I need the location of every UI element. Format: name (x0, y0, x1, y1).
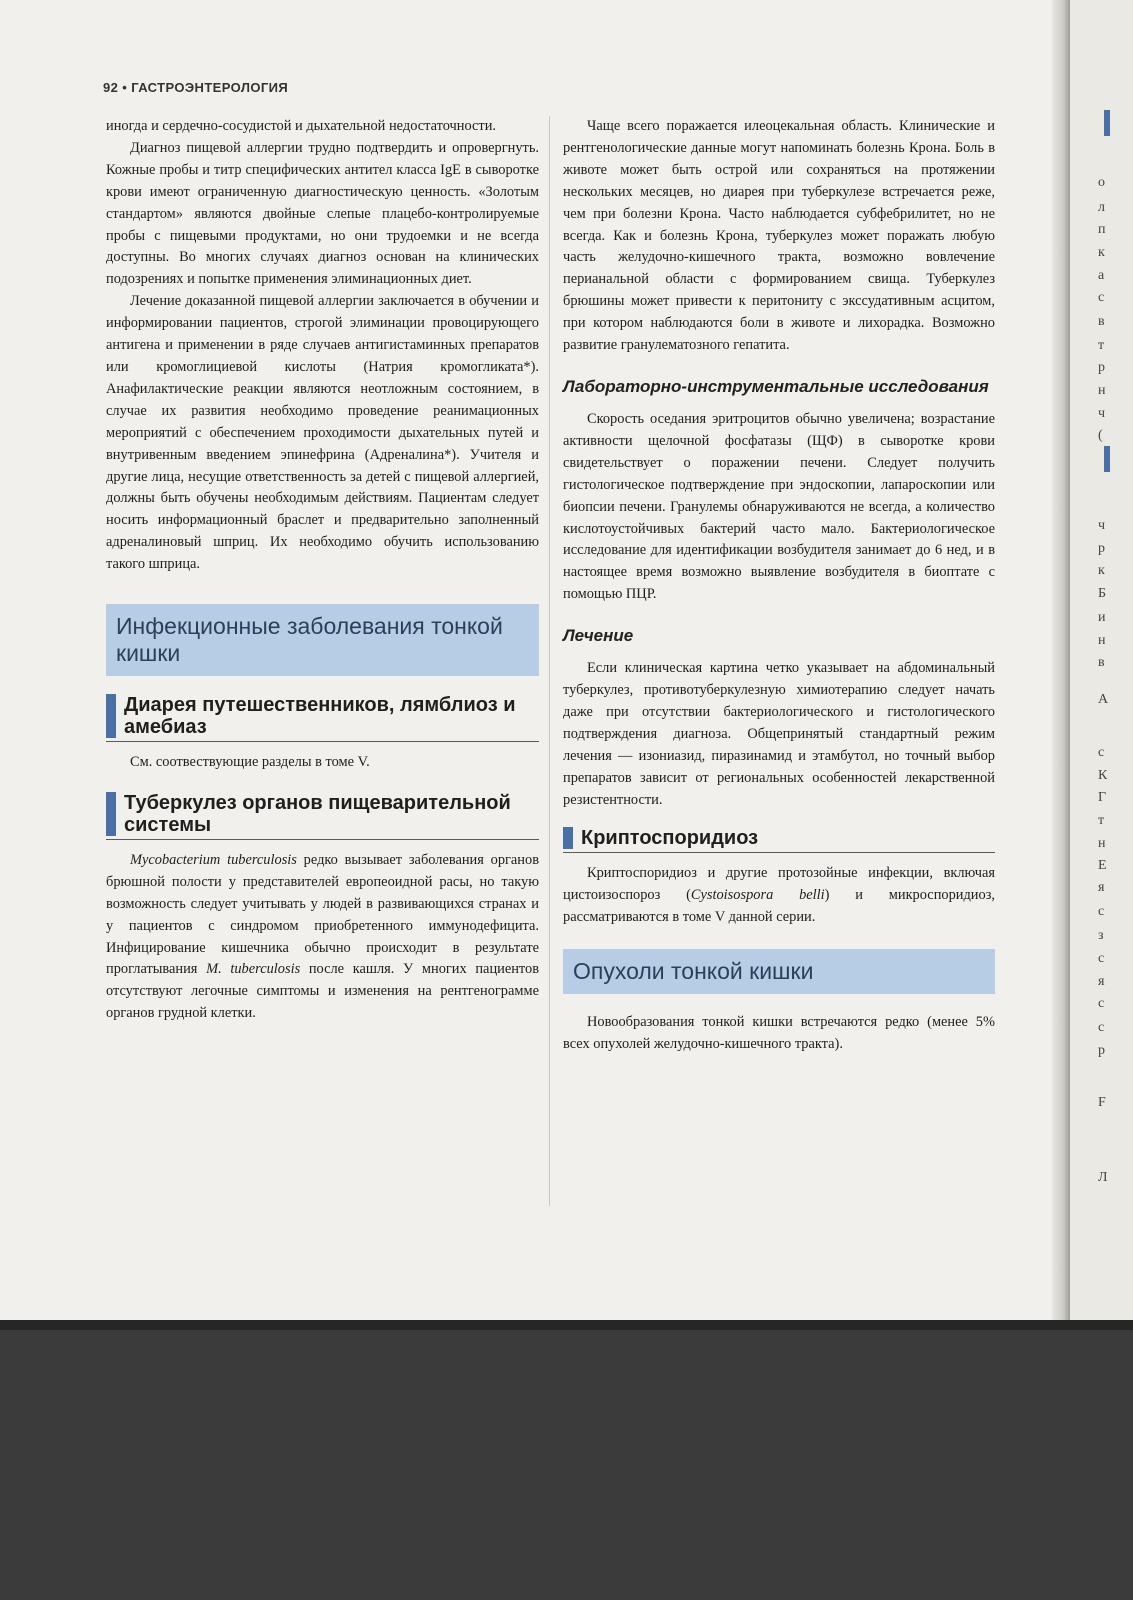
left-paragraph-tuberculosis (106, 850, 539, 1025)
column-divider (549, 116, 550, 1206)
species-name-short: M. tuberculosis (206, 961, 301, 978)
next-page-edge-letter: т (1098, 338, 1105, 353)
next-page-edge-letter: л (1098, 200, 1105, 215)
right-paragraph-3: Если клиническая картина четко указывает на абдоминальный туберкулез, противотуберкулезную химиотерапию следует начать даже при отсутствии бактериологического и гистологического подтверждения диагноза. Общепринятый стандартный режим лечения — изониазид, пиразинамид и этамбутол, но точный выбор препаратов зависит от региональных особенностей лекарственной резистентности. (563, 660, 995, 808)
scan-background (0, 1320, 1133, 1600)
left-paragraph-1: иногда и сердечно-сосудистой и дыхательной недостаточности. (106, 118, 497, 134)
left-paragraph-2: Диагноз пищевой аллергии трудно подтвердить и опровергнуть. Кожные пробы и титр специфических антител класса IgE в сыворотке крови имеют ограниченную диагностическую ценность. «Золотым стандартом» являются двойные слепые плацебо-контролируемые пробы с пищевыми продуктами, но они трудоемки и не всегда доступны. Во многих случаях диагноз основан на клинических подозрениях и попытке применения элиминационных диет. (106, 139, 539, 288)
next-page-edge-letter: Е (1098, 858, 1107, 873)
next-page-edge-letter: в (1098, 314, 1105, 329)
page-number: 92 (103, 80, 119, 95)
subheading-laboratory: Лабораторно-инструментальные исследования (563, 376, 989, 396)
cross-reference-text: См. соотвествующие разделы в томе V. (130, 754, 370, 771)
tb-text-part-1: редко вызывает заболевания органов брюшной полости у представителей европеоидной расы, но такую возможность следует учитывать у людей в развивающихся странах и у пациентов с синдромом приобретенного иммунодефицита. Инфицирование кишечника обычно происходит в результате проглатывания (106, 851, 539, 978)
header-bullet: • (122, 80, 128, 95)
next-page-edge-letter: к (1098, 563, 1105, 578)
book-spine-shadow (1052, 0, 1070, 1320)
next-page-edge-letter: р (1098, 360, 1105, 375)
next-page-edge-letter: ( (1098, 428, 1103, 443)
tb-text-part-2: после кашля. У многих пациентов отсутствуют легочные симптомы и изменения на рентгенограмме органов грудной клетки. (106, 961, 540, 1022)
next-page-edge-letter: в (1098, 655, 1105, 670)
next-page-edge-letter: К (1098, 768, 1108, 783)
next-page-edge-letter: и (1098, 610, 1106, 625)
subsection-heading-cryptosporidiosis-text: Криптоспоридиоз (581, 827, 759, 850)
subsection-heading-tuberculosis-text: Туберкулез органов пищеварительной системы (124, 791, 511, 836)
next-page-edge (1070, 0, 1133, 1320)
next-page-edge-letter: с (1098, 996, 1105, 1011)
next-page-edge-letter: р (1098, 541, 1105, 556)
page-bottom-edge (0, 1320, 1133, 1330)
heading-bar-marker (106, 792, 116, 836)
left-paragraph-3: Лечение доказанной пищевой аллергии заключается в обучении и информировании пациентов, строгой элиминации провоцирующего антигена и применении в ряде случаев антигистаминных препаратов или кромоглициевой кислоты (Натрия кромогликата*). Анафилактические реакции являются неотложным состоянием, в случае их развития необходимо проведение реанимационных мероприятий с обеспечением проходимости дыхательных путей и внутривенным введением эпинефрина (Адреналина*). Учителя и другие лица, несущие ответственность за детей с пищевой аллергией, должны быть обучены необходимым действиям. Пациентам следует носить информационный браслет и предварительно заполненный адреналиновый шприц. Их необходимо обучить использованию такого шприца. (106, 293, 539, 573)
section-heading-infections: Инфекционные заболевания тонкой кишки (106, 604, 539, 676)
subsection-heading-tuberculosis (106, 792, 539, 840)
next-page-edge-letter: я (1098, 974, 1105, 989)
next-page-edge-letter: с (1098, 745, 1105, 760)
next-page-edge-letter: ч (1098, 406, 1106, 421)
next-page-edge-letter: н (1098, 633, 1106, 648)
species-name: Mycobacterium tuberculosis (130, 851, 297, 868)
next-page-edge-letter: с (1098, 1020, 1105, 1035)
next-page-edge-letter: F (1098, 1095, 1106, 1110)
next-page-edge-letter: з (1098, 928, 1104, 943)
subheading-treatment: Лечение (563, 626, 634, 646)
section-heading-tumors: Опухоли тонкой кишки (563, 949, 995, 994)
header-title: ГАСТРОЭНТЕРОЛОГИЯ (131, 80, 289, 95)
next-page-edge-letter: Б (1098, 586, 1107, 601)
crypto-text-part-1: Криптоспоридиоз и другие протозойные инфекции, включая цистоизоспороз ( (563, 865, 995, 904)
right-paragraph-1: Чаще всего поражается илеоцекальная область. Клинические и рентгенологические данные могут напоминать болезнь Крона. Боль в животе может быть острой или сохраняться на протяжении нескольких месяцев, но диарея при туберкулезе встречается реже, чем при болезни Крона. Часто наблюдается субфебрилитет, но не всегда. Как и болезнь Крона, туберкулез может поражать любую часть желудочно-кишечного тракта, возможно вовлечение перианальной области с формированием свища. Туберкулез брюшины может привести к перитониту с экссудативным асцитом, при котором наблюдаются боли в животе и лихорадка. Возможно развитие гранулематозного гепатита. (563, 118, 995, 354)
next-page-heading-marker (1104, 446, 1110, 472)
cystoisospora-name: Cystoisospora belli (690, 887, 825, 904)
next-page-edge-letter: Л (1098, 1170, 1108, 1185)
next-page-edge-letter: с (1098, 904, 1105, 919)
next-page-edge-letter: с (1098, 290, 1105, 305)
running-header (103, 80, 288, 95)
next-page-edge-letter: н (1098, 836, 1106, 851)
subsection-heading-diarrhea (106, 694, 539, 742)
next-page-edge-letter: А (1098, 692, 1109, 707)
subsection-heading-diarrhea-text: Диарея путешественников, лямблиоз и амебиаз (124, 694, 516, 739)
next-page-edge-letter: с (1098, 951, 1105, 966)
right-column (563, 116, 995, 1056)
next-page-edge-letter: п (1098, 222, 1106, 237)
next-page-heading-marker (1104, 110, 1110, 136)
next-page-edge-letter: а (1098, 268, 1105, 283)
next-page-edge-letter: Г (1098, 790, 1107, 805)
next-page-edge-letter: о (1098, 175, 1105, 190)
right-paragraph-5: Новообразования тонкой кишки встречаются редко (менее 5% всех опухолей желудочно-кишечного тракта). (563, 1014, 995, 1053)
next-page-edge-letter: к (1098, 245, 1105, 260)
next-page-edge-letter: р (1098, 1043, 1105, 1058)
right-paragraph-2: Скорость оседания эритроцитов обычно увеличена; возрастание активности щелочной фосфатазы (ЩФ) в сыворотке крови свидетельствует о поражении печени. Следует получить гистологическое подтверждение при эндоскопии, лапароскопии или биопсии печени. Гранулемы обнаруживаются не всегда, а количество кислотоустойчивых бактерий часто мало. Бактериологическое исследование для идентификации возбудителя занимает до 6 нед, и в настоящее время возможно выявление возбудителя в биоптате с помощью ПЦР. (563, 410, 995, 603)
next-page-edge-letter: н (1098, 383, 1106, 398)
heading-bar-marker (106, 694, 116, 738)
next-page-edge-letter: ч (1098, 518, 1106, 533)
left-column (106, 116, 539, 1025)
heading-bar-marker (563, 827, 573, 849)
next-page-edge-letter: т (1098, 813, 1105, 828)
next-page-edge-letter: я (1098, 880, 1105, 895)
subsection-heading-cryptosporidiosis (563, 827, 995, 853)
right-paragraph-4 (563, 863, 995, 929)
crypto-text-part-2: ) и микроспоридиоз, рассматриваются в томе V данной серии. (563, 887, 995, 926)
